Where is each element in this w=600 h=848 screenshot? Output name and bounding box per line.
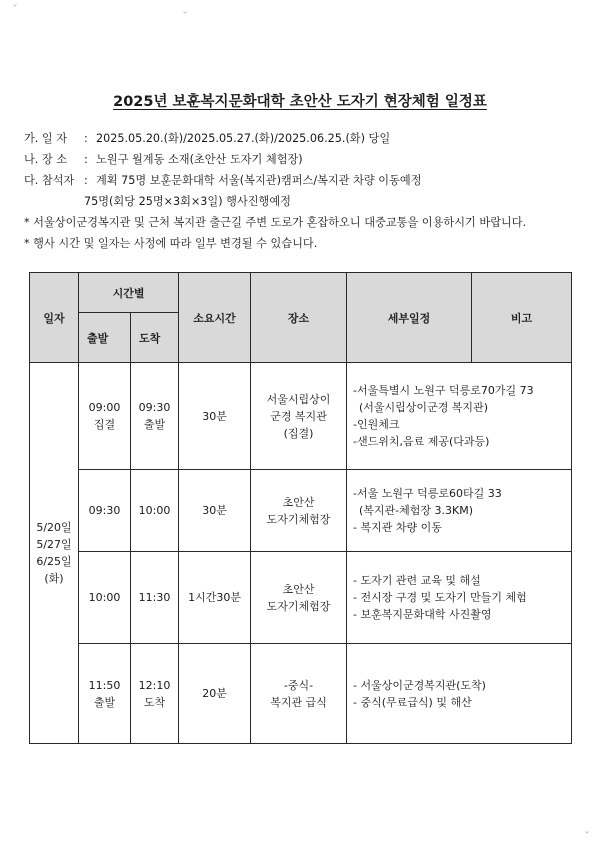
header-date: 일자 bbox=[30, 273, 79, 363]
info-section bbox=[24, 128, 584, 254]
document-title: 2025년 보훈복지문화대학 초안산 도자기 현장체험 일정표 bbox=[113, 94, 487, 110]
depart-cell: 09:00 집결 bbox=[79, 363, 131, 470]
info-row-attendees: 다. 참석자 : 계획 75명 보훈문화대학 서울(복지관)캠퍼스/복지관 차량 이동예정 bbox=[24, 170, 584, 191]
info-row-date: 가. 일 자 : 2025.05.20.(화)/2025.05.27.(화)/2025.06.25.(화) 당일 bbox=[24, 128, 584, 149]
notice-traffic: * 서울상이군경복지관 및 근처 복지관 출근길 주변 도로가 혼잡하오니 대중교통을 이용하시기 바랍니다. bbox=[24, 216, 527, 229]
header-place: 장소 bbox=[251, 273, 347, 363]
arrive-cell: 09:30 출발 bbox=[131, 363, 179, 470]
place-cell: 초안산 도자기체험장 bbox=[251, 552, 347, 644]
header-remarks: 비고 bbox=[472, 273, 572, 363]
arrive-cell: 12:10 도착 bbox=[131, 644, 179, 744]
header-duration: 소요시간 bbox=[179, 273, 251, 363]
arrive-cell: 10:00 bbox=[131, 470, 179, 552]
scan-mark: ˇ bbox=[584, 830, 590, 844]
table-row bbox=[30, 470, 572, 552]
info-value: 계획 75명 보훈문화대학 서울(복지관)캠퍼스/복지관 차량 이동예정 bbox=[96, 174, 422, 187]
duration-cell: 30분 bbox=[179, 470, 251, 552]
details-cell: - 도자기 관련 교육 및 해설 - 전시장 구경 및 도자기 만들기 체험 - 보훈복지문화대학 사진촬영 bbox=[347, 552, 572, 644]
header-arrive: 도착 bbox=[131, 313, 179, 363]
details-cell: -서울특별시 노원구 덕릉로70가길 73 (서울시립상이군경 복지관) -인원체크 -샌드위치,음료 제공(다과등) bbox=[347, 363, 572, 470]
info-value: 노원구 월계동 소재(초안산 도자기 체험장) bbox=[96, 153, 303, 166]
header-depart: 출발 bbox=[79, 313, 131, 363]
table-row bbox=[30, 644, 572, 744]
place-cell: 초안산 도자기체험장 bbox=[251, 470, 347, 552]
info-label: 나. 장 소 bbox=[24, 153, 68, 166]
depart-cell: 11:50 출발 bbox=[79, 644, 131, 744]
info-label: 가. 일 자 bbox=[24, 132, 68, 145]
duration-cell: 30분 bbox=[179, 363, 251, 470]
info-value: 2025.05.20.(화)/2025.05.27.(화)/2025.06.25.(화) 당일 bbox=[96, 132, 391, 145]
header-details: 세부일정 bbox=[347, 273, 472, 363]
depart-cell: 09:30 bbox=[79, 470, 131, 552]
date-cell: 5/20일 5/27일 6/25일 (화) bbox=[30, 363, 79, 744]
scan-mark: ˇ bbox=[182, 10, 188, 24]
details-cell: -서울 노원구 덕릉로60타길 33 (복지관-체험장 3.3KM) - 복지관 차량 이동 bbox=[347, 470, 572, 552]
info-continuation: 75명(회당 25명×3회×3일) 행사진행예정 bbox=[84, 195, 291, 208]
table-row bbox=[30, 552, 572, 644]
depart-cell: 10:00 bbox=[79, 552, 131, 644]
notice-schedule-change: * 행사 시간 및 일자는 사정에 따라 일부 변경될 수 있습니다. bbox=[24, 237, 318, 250]
info-row-place: 나. 장 소 : 노원구 월계동 소재(초안산 도자기 체험장) bbox=[24, 149, 584, 170]
table-row bbox=[30, 363, 572, 470]
place-cell: 서울시립상이 군경 복지관 (집결) bbox=[251, 363, 347, 470]
place-cell: -중식- 복지관 급식 bbox=[251, 644, 347, 744]
arrive-cell: 11:30 bbox=[131, 552, 179, 644]
details-cell: - 서울상이군경복지관(도착) - 중식(무료급식) 및 해산 bbox=[347, 644, 572, 744]
schedule-table bbox=[29, 272, 572, 744]
duration-cell: 20분 bbox=[179, 644, 251, 744]
scan-mark: ˇ bbox=[12, 3, 18, 17]
header-time: 시간별 bbox=[79, 273, 179, 313]
info-label: 다. 참석자 bbox=[24, 174, 75, 187]
duration-cell: 1시간30분 bbox=[179, 552, 251, 644]
